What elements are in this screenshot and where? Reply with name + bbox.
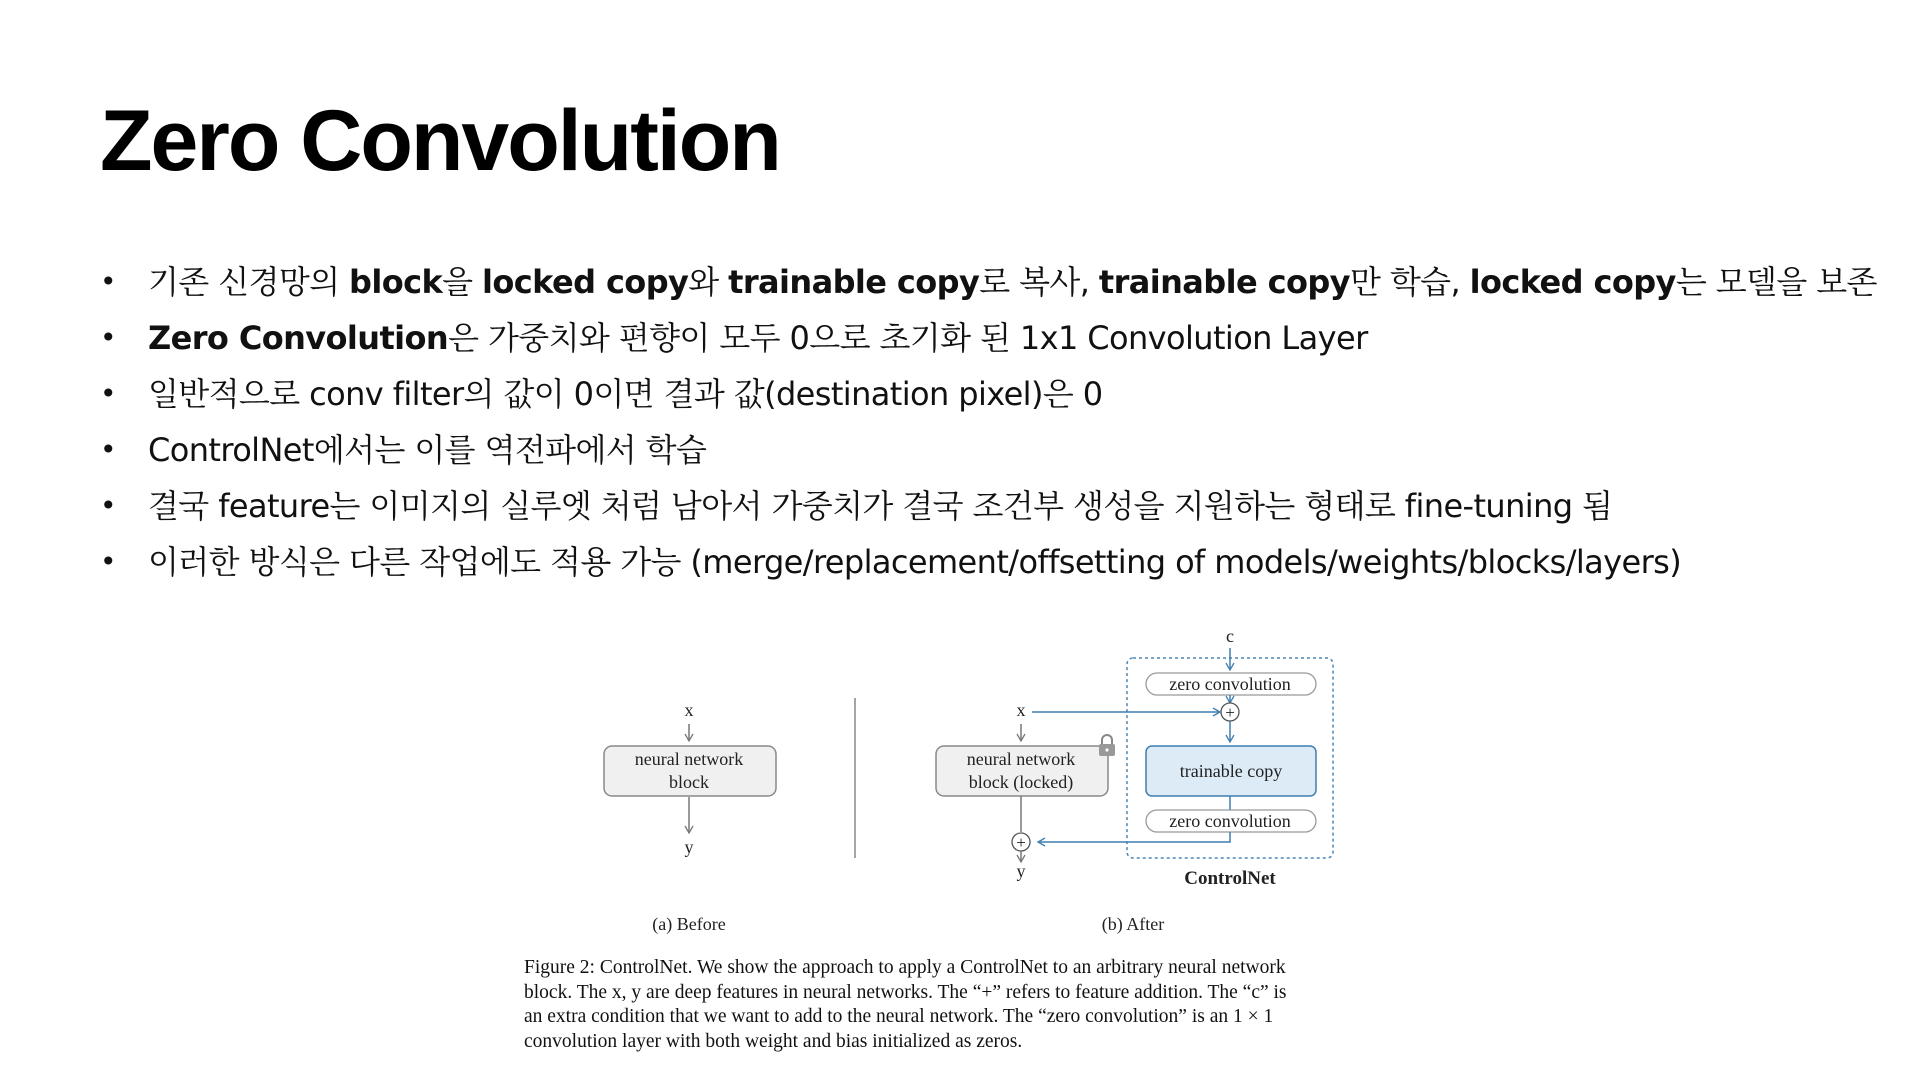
bullet-bold-text: Zero Convolution <box>148 319 449 357</box>
bullet-bold-text: locked copy <box>1469 263 1676 301</box>
bullet-text: 이러한 방식은 다른 작업에도 적용 가능 (merge/replacement/offsetting of models/weights/blocks/layers) <box>148 543 1682 581</box>
caption-line: an extra condition that we want to add to the neural network. The “zero convolution” is an 1 × 1 <box>524 1006 1274 1027</box>
before-subcaption: (a) Before <box>652 914 726 934</box>
condition-label: c <box>1226 626 1234 646</box>
caption-line: Figure 2: ControlNet. We show the approach to apply a ControlNet to an arbitrary neural network <box>524 957 1286 978</box>
bottom-plus-symbol: + <box>1016 833 1026 852</box>
before-output-label: y <box>684 837 694 857</box>
bullet-text: 로 복사, <box>979 263 1099 301</box>
before-input-label: x <box>684 700 694 720</box>
bullet-text: 와 <box>688 263 729 301</box>
after-input-label: x <box>1016 700 1026 720</box>
before-block-label-line1: neural network <box>634 749 744 769</box>
bullet-text: 을 <box>442 263 483 301</box>
bullet-text: 는 모델을 보존 <box>1675 263 1877 301</box>
locked-block-label-line2: block (locked) <box>968 772 1074 792</box>
after-subcaption: (b) After <box>1101 914 1165 934</box>
bullet-text: ControlNet에서는 이를 역전파에서 학습 <box>148 431 707 469</box>
bullet-text: 은 가중치와 편향이 모두 0으로 초기화 된 1x1 Convolution Layer <box>448 319 1368 357</box>
caption-line: block. The x, y are deep features in neural networks. The “+” refers to feature addition. The “c” is <box>524 981 1287 1003</box>
bullet-text: 결국 feature는 이미지의 실루엣 처럼 남아서 가중치가 결국 조건부 생성을 지원하는 형태로 fine-tuning 됨 <box>148 487 1613 525</box>
bullet-text: 일반적으로 conv filter의 값이 0이면 결과 값(destination pixel)은 0 <box>148 375 1103 413</box>
figure-caption <box>524 956 1414 1054</box>
slide-title: Zero Convolution <box>100 93 780 189</box>
zero-conv-top-label: zero convolution <box>1169 674 1291 694</box>
diagram-before <box>604 700 776 935</box>
bullet-text: 만 학습, <box>1349 263 1470 301</box>
locked-block-label-line1: neural network <box>966 749 1076 769</box>
bullet-bold-text: locked copy <box>482 263 689 301</box>
bullet-bold-text: trainable copy <box>1098 263 1350 301</box>
trainable-copy-label: trainable copy <box>1179 761 1283 781</box>
bullet-bold-text: trainable copy <box>728 263 980 301</box>
caption-line: convolution layer with both weight and bias initialized as zeros. <box>524 1030 1023 1052</box>
bullet-bold-text: block <box>349 263 443 301</box>
controlnet-label: ControlNet <box>1184 868 1276 889</box>
before-block-label-line2: block <box>669 772 709 792</box>
zero-conv-return-arrow <box>1038 832 1230 842</box>
top-plus-symbol: + <box>1225 703 1235 722</box>
lock-icon <box>1099 735 1115 756</box>
bullet-text: 기존 신경망의 <box>148 263 350 301</box>
diagram-after <box>936 626 1333 935</box>
zero-conv-bottom-label: zero convolution <box>1169 811 1291 831</box>
bottom-add-node <box>1012 833 1030 852</box>
after-output-label: y <box>1016 861 1026 881</box>
top-add-node <box>1221 703 1239 722</box>
